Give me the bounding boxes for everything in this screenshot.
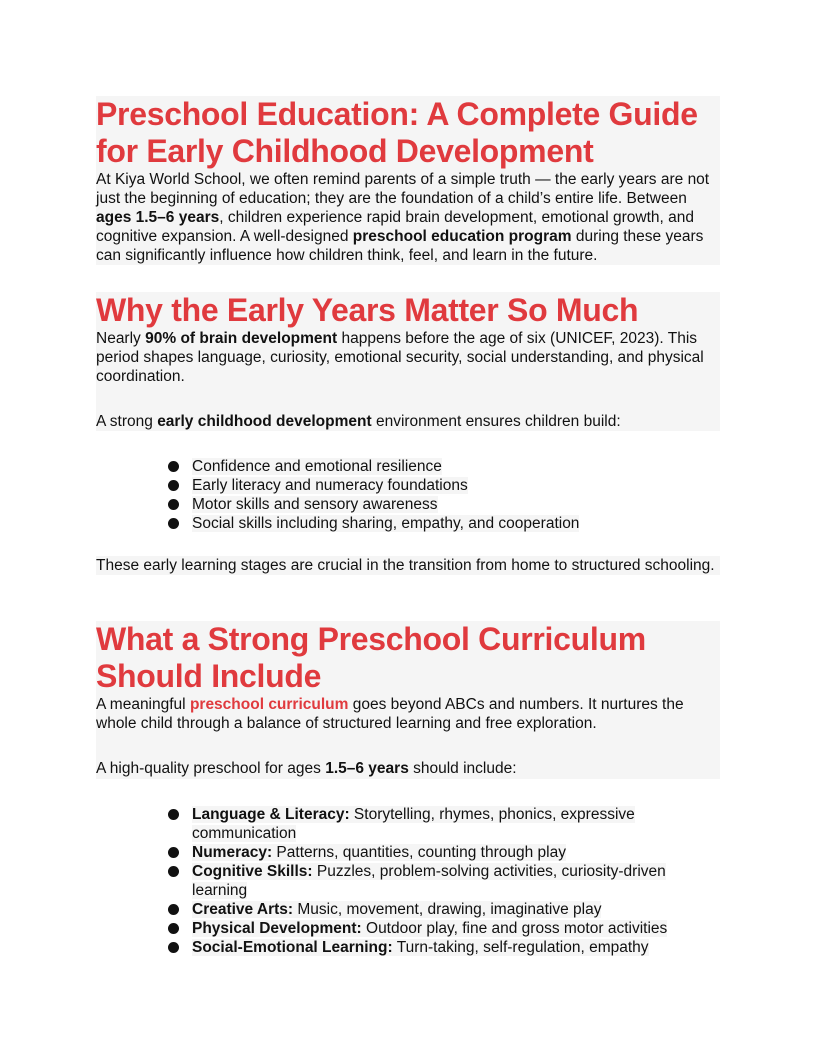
list-item: Social-Emotional Learning: Turn-taking, self-regulation, empathy bbox=[166, 938, 696, 957]
list-item: Language & Literacy: Storytelling, rhymes, phonics, expressive communication bbox=[166, 805, 696, 843]
bullet-icon bbox=[168, 866, 179, 877]
list-item: Cognitive Skills: Puzzles, problem-solving activities, curiosity-driven learning bbox=[166, 862, 696, 900]
list-item: Creative Arts: Music, movement, drawing, imaginative play bbox=[166, 900, 696, 919]
section-heading-curriculum: What a Strong Preschool Curriculum Should Include bbox=[96, 621, 646, 694]
bullet-icon bbox=[168, 923, 179, 934]
section-heading-early-years: Why the Early Years Matter So Much bbox=[96, 292, 639, 328]
intro-section bbox=[96, 96, 720, 265]
bullet-icon bbox=[168, 904, 179, 915]
list-item: Motor skills and sensory awareness bbox=[166, 495, 579, 514]
transition-paragraph: These early learning stages are crucial in the transition from home to structured schooling. bbox=[96, 557, 715, 574]
bullet-icon bbox=[168, 518, 179, 529]
curriculum-section bbox=[96, 621, 720, 779]
quality-paragraph: A high-quality preschool for ages 1.5–6 years should include: bbox=[96, 760, 517, 777]
list-item: Social skills including sharing, empathy, and cooperation bbox=[166, 514, 579, 533]
curriculum-link-text: preschool curriculum bbox=[189, 696, 349, 713]
early-years-section bbox=[96, 292, 720, 431]
transition-section bbox=[96, 556, 720, 575]
bullet-icon bbox=[168, 809, 179, 820]
bullet-icon bbox=[168, 499, 179, 510]
curriculum-paragraph: A meaningful preschool curriculum goes beyond ABCs and numbers. It nurtures the whole child through a balance of structured learning and free exploration. bbox=[96, 696, 684, 732]
brain-development-paragraph: Nearly 90% of brain development happens before the age of six (UNICEF, 2023). This period shapes language, curiosity, emotional security, social understanding, and physical coordination. bbox=[96, 330, 704, 385]
list-item: Physical Development: Outdoor play, fine and gross motor activities bbox=[166, 919, 696, 938]
bullet-icon bbox=[168, 942, 179, 953]
curriculum-bullet-list bbox=[166, 805, 696, 957]
list-item: Numeracy: Patterns, quantities, counting through play bbox=[166, 843, 696, 862]
list-item: Confidence and emotional resilience bbox=[166, 457, 579, 476]
page-title: Preschool Education: A Complete Guide for Early Childhood Development bbox=[96, 96, 698, 169]
intro-paragraph: At Kiya World School, we often remind parents of a simple truth — the early years are not just the beginning of education; they are the foundation of a child’s entire life. Between ages 1.5–6 years, children experience rapid brain development, emotional growth, and cognitive expansion. A well-designed preschool education program during these years can significantly influence how children think, feel, and learn in the future. bbox=[96, 171, 710, 264]
environment-paragraph: A strong early childhood development environment ensures children build: bbox=[96, 413, 621, 430]
skills-bullet-list bbox=[166, 457, 579, 533]
bullet-icon bbox=[168, 480, 179, 491]
list-item: Early literacy and numeracy foundations bbox=[166, 476, 579, 495]
bullet-icon bbox=[168, 461, 179, 472]
bullet-icon bbox=[168, 847, 179, 858]
